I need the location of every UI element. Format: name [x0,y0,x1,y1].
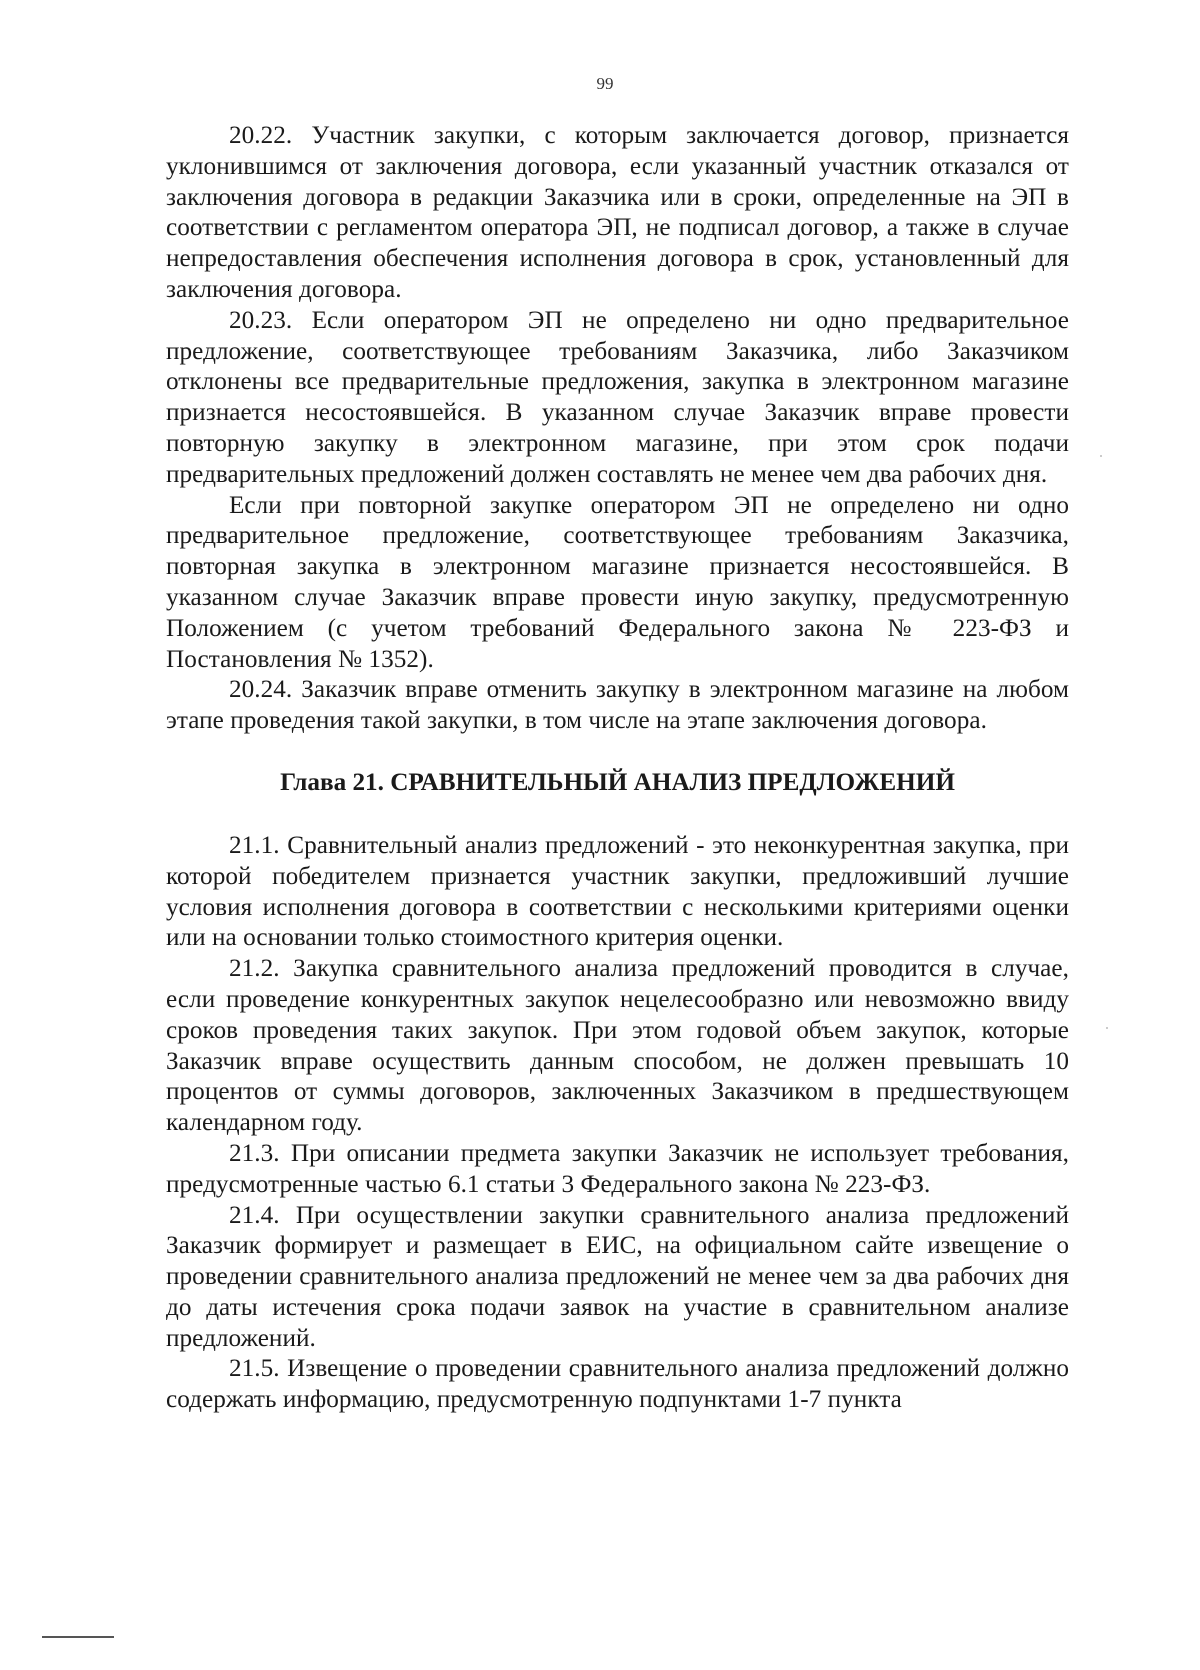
scan-speck [1100,455,1102,457]
paragraph-20-22: 20.22. Участник закупки, с которым заключается договор, признается уклонившимся от заключения договора, если указанный участник отказался от заключения договора в редакции Заказчика или в сроки, определенные на ЭП в соответствии с регламентом оператора ЭП, не подписал договор, а также в случае непредоставления обеспечения исполнения договора в срок, установленный для заключения договора. [166,122,1069,303]
page-number: 99 [596,74,614,93]
paragraph-21-1: 21.1. Сравнительный анализ предложений - это неконкурентная закупка, при которой победителем признается участник закупки, предложивший лучшие условия исполнения договора в соответствии с несколькими критериями оценки или на основании только стоимостного критерия оценки. [166,831,1069,952]
paragraph-20-23: 20.23. Если оператором ЭП не определено ни одно предварительное предложение, соответствующее требованиям Заказчика, либо Заказчиком отклонены все предварительные предложения, закупка в электронном магазине признается несостоявшейся. В указанном случае Заказчик вправе провести повторную закупку в электронном магазине, при этом срок подачи предварительных предложений должен составлять не менее чем два рабочих дня. [166,306,1069,488]
paragraph-21-3: 21.3. При описании предмета закупки Заказчик не использует требования, предусмотренные частью 6.1 статьи 3 Федерального закона № 223-ФЗ. [166,1139,1069,1198]
paragraph-21-5: 21.5. Извещение о проведении сравнительного анализа предложений должно содержать информацию, предусмотренную подпунктами 1-7 пункта [166,1355,1069,1414]
document-body [166,121,1069,1416]
paragraph-21-2: 21.2. Закупка сравнительного анализа предложений проводится в случае, если проведение конкурентных закупок нецелесообразно или невозможно ввиду сроков проведения таких закупок. При этом годовой объем закупок, которые Заказчик вправе осуществить данным способом, не должен превышать 10 процентов от суммы договоров, заключенных Заказчиком в предшествующем календарном году. [166,955,1069,1137]
paragraph-21-4: 21.4. При осуществлении закупки сравнительного анализа предложений Заказчик формирует и размещает в ЕИС, на официальном сайте извещение о проведении сравнительного анализа предложений не менее чем за два рабочих дня до даты истечения срока подачи заявок на участие в сравнительном анализе предложений. [166,1201,1069,1352]
scan-speck [1106,1027,1108,1029]
paragraph-20-24: 20.24. Заказчик вправе отменить закупку в электронном магазине на любом этапе проведения такой закупки, в том числе на этапе заключения договора. [166,676,1069,735]
paragraph-20-23-continuation: Если при повторной закупке оператором ЭП не определено ни одно предварительное предложение, соответствующее требованиям Заказчика, повторная закупка в электронном магазине признается несостоявшейся. В указанном случае Заказчик вправе провести иную закупку, предусмотренную Положением (с учетом требований Федерального закона № 223-ФЗ и Постановления № 1352). [166,491,1069,673]
chapter-heading: Глава 21. СРАВНИТЕЛЬНЫЙ АНАЛИЗ ПРЕДЛОЖЕНИЙ [280,768,955,796]
scan-margin-mark [42,1636,114,1638]
